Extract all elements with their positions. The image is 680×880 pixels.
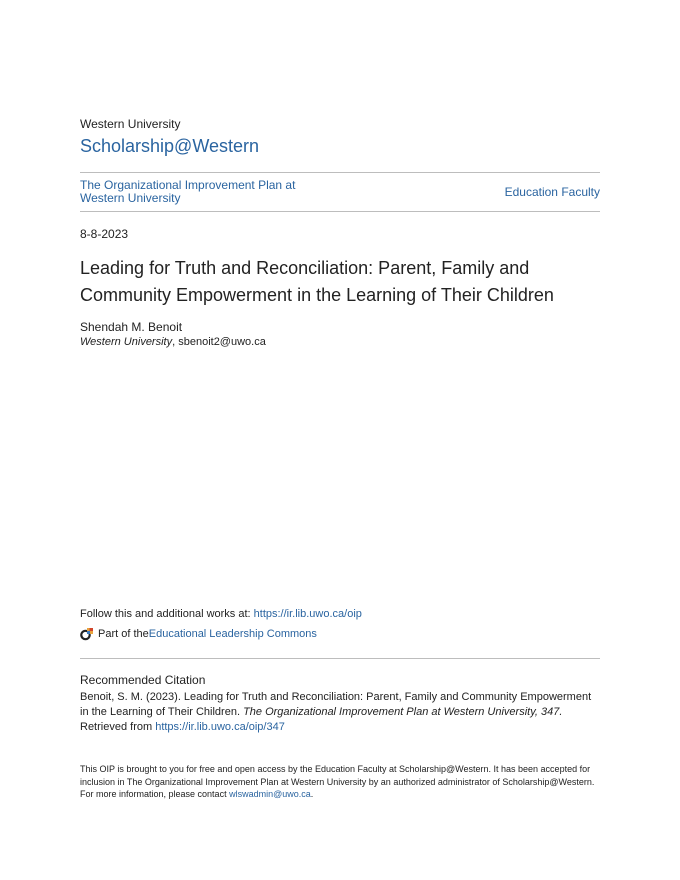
faculty-link[interactable]: Education Faculty (504, 185, 600, 199)
divider (80, 172, 600, 173)
paper-title: Leading for Truth and Reconciliation: Parent, Family and Community Empowerment in the Learning of Their Children (80, 258, 554, 305)
follow-url-link[interactable]: https://ir.lib.uwo.ca/oip (253, 608, 362, 620)
commons-icon (80, 627, 94, 641)
divider (80, 658, 600, 659)
publication-date: 8-8-2023 (80, 227, 129, 241)
author-email: , sbenoit2@uwo.ca (172, 336, 266, 348)
cover-page (80, 0, 600, 880)
contact-email-link[interactable]: wlswadmin@uwo.ca (229, 789, 311, 799)
citation-heading: Recommended Citation (80, 673, 206, 687)
access-notice (80, 763, 600, 801)
follow-line (80, 608, 362, 620)
author-name: Shendah M. Benoit (80, 320, 183, 334)
citation-url-link[interactable]: https://ir.lib.uwo.ca/oip/347 (155, 721, 285, 733)
notice-text: This OIP is brought to you for free and open access by the Education Faculty at Scholarship@Western. It has been accepted for inclusion in The Organizational Improvement Plan at Western University by an authorized administrator of Scholarship@Western. For more information, please contact (80, 764, 595, 799)
commons-link[interactable]: Educational Leadership Commons (148, 628, 317, 640)
citation-text (80, 690, 600, 735)
divider (80, 211, 600, 212)
institution-name: Western University (80, 117, 181, 131)
citation-body: Benoit, S. M. (2023). Leading for Truth and Reconciliation: Parent, Family and Community Empowerment in the Learning of Their Children. (80, 691, 592, 718)
repository-link[interactable]: Scholarship@Western (80, 136, 260, 156)
series-link[interactable]: The Organizational Improvement Plan at Western University (80, 178, 296, 205)
notice-end: . (310, 789, 314, 799)
affiliation-institution: Western University (80, 336, 173, 348)
author-affiliation (80, 336, 266, 348)
citation-series: The Organizational Improvement Plan at Western University, 347. (243, 706, 563, 718)
citation-retrieved-prefix: Retrieved from (80, 721, 156, 733)
follow-prefix: Follow this and additional works at: (80, 608, 254, 620)
part-of-line (80, 627, 317, 641)
part-of-prefix: Part of the (98, 628, 149, 640)
